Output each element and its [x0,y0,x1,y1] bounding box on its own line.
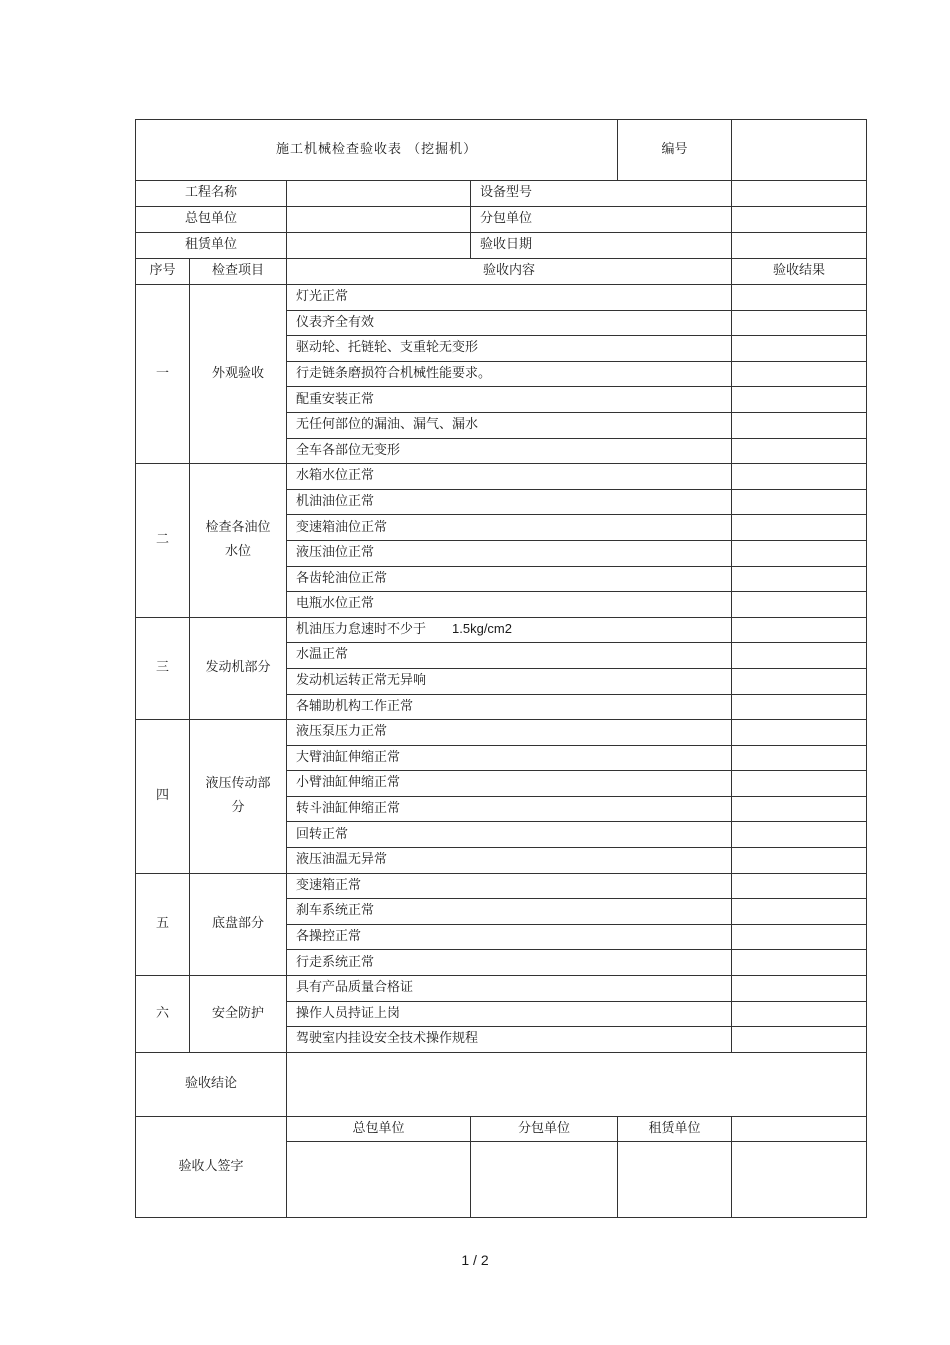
result-field[interactable] [732,720,867,746]
result-field[interactable] [732,412,867,438]
inspection-item [287,617,732,643]
serial-label: 编号 [618,120,732,181]
header-item: 检查项目 [190,259,287,285]
inspection-item [287,924,732,950]
inspection-item-label: 各操控正常 [296,929,362,945]
inspection-item-label: 转斗油缸伸缩正常 [296,801,401,817]
section-name: 检查各油位水位 [190,464,287,618]
inspection-item-label: 小臂油缸伸缩正常 [296,775,401,791]
conclusion-label: 验收结论 [136,1052,287,1116]
inspection-item [287,566,732,592]
inspection-item-label: 水箱水位正常 [296,468,375,484]
result-field[interactable] [732,464,867,490]
inspection-item [287,796,732,822]
inspection-item [287,489,732,515]
sig-subcontractor-label: 分包单位 [471,1116,618,1141]
result-field[interactable] [732,694,867,720]
inspection-item [287,464,732,490]
inspection-item-label: 各辅助机构工作正常 [296,698,414,714]
section-seq: 六 [136,976,190,1053]
result-field[interactable] [732,361,867,387]
inspection-item-label: 各齿轮油位正常 [296,570,388,586]
result-field[interactable] [732,1001,867,1027]
project-name-field[interactable] [287,181,471,207]
inspection-item-label: 机油油位正常 [296,493,375,509]
result-field[interactable] [732,489,867,515]
page-number: 1 / 2 [461,1252,489,1268]
inspection-form [135,119,866,1218]
result-field[interactable] [732,745,867,771]
section-name: 底盘部分 [190,873,287,975]
acceptance-date-field[interactable] [732,233,867,259]
inspection-item [287,1027,732,1053]
result-field[interactable] [732,310,867,336]
inspection-item [287,336,732,362]
inspection-item-label: 回转正常 [296,826,349,842]
lessor-field[interactable] [287,233,471,259]
inspection-item [287,899,732,925]
result-field[interactable] [732,822,867,848]
inspection-item-label: 发动机运转正常无异响 [296,673,427,689]
inspection-item-label: 驱动轮、托链轮、支重轮无变形 [296,340,479,356]
inspection-item-label: 操作人员持证上岗 [296,1005,401,1021]
lessor-label: 租赁单位 [136,233,287,259]
header-seq: 序号 [136,259,190,285]
result-field[interactable] [732,592,867,618]
sig-general-contractor-label: 总包单位 [287,1116,471,1141]
inspection-item [287,592,732,618]
inspection-item [287,540,732,566]
inspection-item-label: 无任何部位的漏油、漏气、漏水 [296,417,479,433]
inspection-item [287,412,732,438]
inspection-item-label: 行走链条磨损符合机械性能要求。 [296,365,492,381]
inspection-item [287,668,732,694]
result-field[interactable] [732,643,867,669]
inspection-item [287,694,732,720]
result-field[interactable] [732,1027,867,1053]
result-field[interactable] [732,796,867,822]
inspection-item-label: 机油压力怠速时不少于 [296,622,427,638]
section-seq: 三 [136,617,190,719]
result-field[interactable] [732,285,867,311]
header-result: 验收结果 [732,259,867,285]
result-field[interactable] [732,566,867,592]
section-name: 发动机部分 [190,617,287,719]
table-row [136,976,867,1002]
result-field[interactable] [732,924,867,950]
result-field[interactable] [732,540,867,566]
result-field[interactable] [732,848,867,874]
acceptance-date-label: 验收日期 [471,233,732,259]
inspection-item-label: 变速箱油位正常 [296,519,388,535]
serial-field[interactable] [732,120,867,181]
inspection-item-label: 具有产品质量合格证 [296,980,414,996]
result-field[interactable] [732,515,867,541]
signature-label: 验收人签字 [136,1116,287,1217]
general-contractor-label: 总包单位 [136,207,287,233]
section-name: 安全防护 [190,976,287,1053]
inspection-item-label: 驾驶室内挂设安全技术操作规程 [296,1031,479,1047]
section-name: 液压传动部分 [190,720,287,874]
subcontractor-field[interactable] [732,207,867,233]
inspection-item-label: 刹车系统正常 [296,903,375,919]
inspection-table [135,119,867,1218]
header-content: 验收内容 [287,259,732,285]
table-row [136,617,867,643]
section-seq: 五 [136,873,190,975]
device-model-field[interactable] [732,181,867,207]
inspection-item [287,873,732,899]
inspection-item-label: 液压油位正常 [296,545,375,561]
result-field[interactable] [732,438,867,464]
inspection-item [287,515,732,541]
section-seq: 四 [136,720,190,874]
inspection-item [287,848,732,874]
inspection-item [287,438,732,464]
oil-pressure-value: 1.5kg/cm2 [452,621,512,637]
sig-extra-header [732,1116,867,1141]
result-field[interactable] [732,617,867,643]
result-field[interactable] [732,899,867,925]
inspection-item-label: 液压油温无异常 [296,852,388,868]
result-field[interactable] [732,976,867,1002]
inspection-item-label: 行走系统正常 [296,954,375,970]
general-contractor-field[interactable] [287,207,471,233]
form-title: 施工机械检查验收表 （挖掘机） [136,120,618,181]
sig-general-contractor-field[interactable] [287,1141,471,1217]
project-name-label: 工程名称 [136,181,287,207]
inspection-item [287,822,732,848]
inspection-item [287,643,732,669]
inspection-item-label: 变速箱正常 [296,877,362,893]
result-field[interactable] [732,336,867,362]
inspection-item-label: 水温正常 [296,647,349,663]
inspection-item [287,950,732,976]
sig-lessor-label: 租赁单位 [618,1116,732,1141]
table-row [136,285,867,311]
table-row [136,464,867,490]
section-seq: 二 [136,464,190,618]
inspection-item [287,361,732,387]
inspection-item-label: 全车各部位无变形 [296,442,401,458]
result-field[interactable] [732,387,867,413]
sig-subcontractor-field[interactable] [471,1141,618,1217]
inspection-item [287,771,732,797]
result-field[interactable] [732,950,867,976]
inspection-item [287,745,732,771]
sig-lessor-field[interactable] [618,1141,732,1217]
section-name: 外观验收 [190,285,287,464]
result-field[interactable] [732,771,867,797]
inspection-item [287,310,732,336]
inspection-item-label: 配重安装正常 [296,391,375,407]
inspection-item-label: 液压泵压力正常 [296,724,388,740]
device-model-label: 设备型号 [471,181,732,207]
result-field[interactable] [732,668,867,694]
table-row [136,873,867,899]
conclusion-field[interactable] [287,1052,867,1116]
inspection-item [287,387,732,413]
inspection-item-label: 大臂油缸伸缩正常 [296,749,401,765]
sig-extra-field[interactable] [732,1141,867,1217]
inspection-item [287,285,732,311]
result-field[interactable] [732,873,867,899]
inspection-item-label: 电瓶水位正常 [296,596,375,612]
inspection-item [287,976,732,1002]
section-seq: 一 [136,285,190,464]
inspection-item [287,1001,732,1027]
subcontractor-label: 分包单位 [471,207,732,233]
inspection-item-label: 仪表齐全有效 [296,314,375,330]
inspection-item-label: 灯光正常 [296,289,349,305]
table-row [136,720,867,746]
inspection-item [287,720,732,746]
